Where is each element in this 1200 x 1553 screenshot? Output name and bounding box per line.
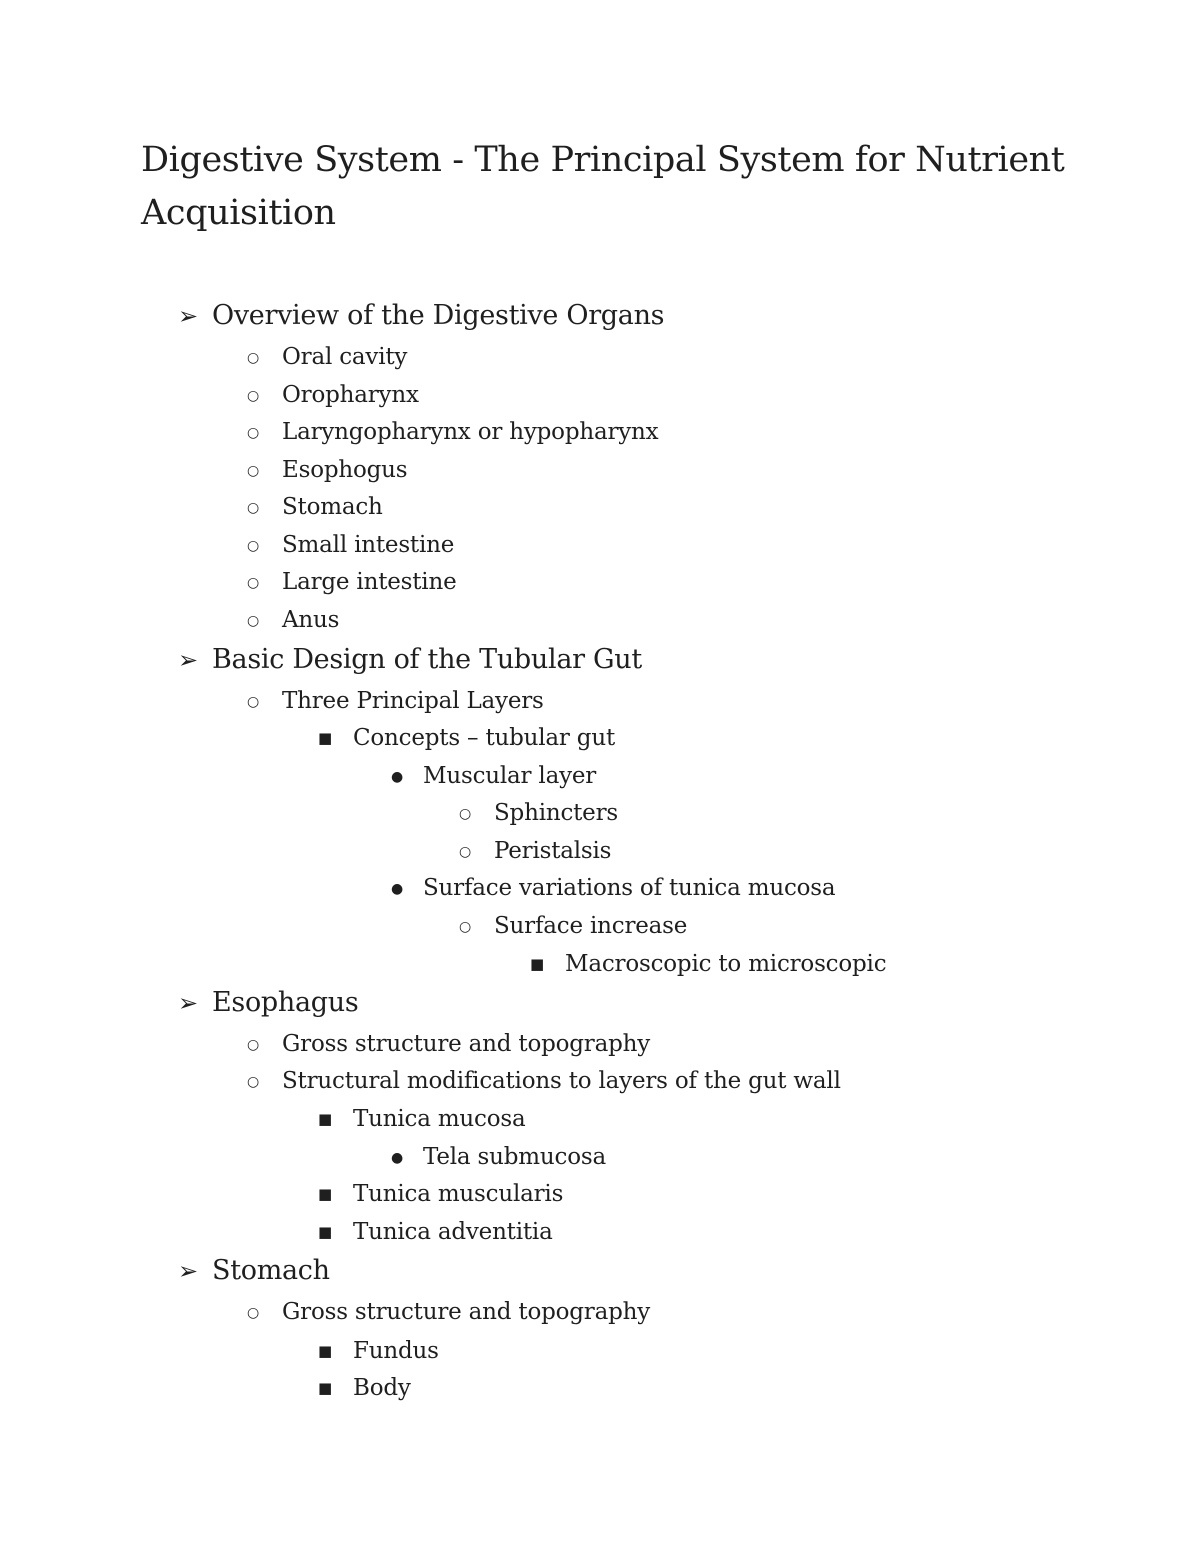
list-item-text: Tela submucosa xyxy=(423,1144,606,1170)
list-item-text: Concepts – tubular gut xyxy=(353,725,615,751)
list-item-text: Oral cavity xyxy=(282,344,408,370)
hollow-circle-bullet-icon: ○ xyxy=(247,694,260,710)
list-item xyxy=(318,1101,526,1137)
list-item-text: Macroscopic to microscopic xyxy=(565,951,887,977)
hollow-circle-bullet-icon: ○ xyxy=(247,1305,260,1321)
square-bullet-icon: ■ xyxy=(318,1342,332,1360)
list-item-text: Surface variations of tunica mucosa xyxy=(423,875,836,901)
list-item xyxy=(530,946,886,982)
list-item-text: Three Principal Layers xyxy=(282,688,544,714)
list-item-text: Anus xyxy=(282,607,340,633)
list-item xyxy=(247,683,544,719)
square-bullet-icon: ■ xyxy=(530,955,544,973)
list-item-text: Basic Design of the Tubular Gut xyxy=(212,644,642,675)
list-item xyxy=(459,833,611,869)
list-item xyxy=(318,1214,553,1250)
list-item xyxy=(247,527,454,563)
square-bullet-icon: ■ xyxy=(318,729,332,747)
list-item xyxy=(318,1333,439,1369)
list-item xyxy=(247,339,407,375)
list-item xyxy=(388,758,596,794)
arrow-bullet-icon: ➢ xyxy=(178,302,198,330)
list-item-text: Esophagus xyxy=(212,987,359,1018)
list-item xyxy=(247,1026,650,1062)
list-item-text: Esophogus xyxy=(282,457,408,483)
list-item-text: Overview of the Digestive Organs xyxy=(212,300,665,331)
list-item xyxy=(247,452,407,488)
list-item xyxy=(247,414,658,450)
hollow-circle-bullet-icon: ○ xyxy=(247,575,260,591)
list-item-text: Laryngopharynx or hypopharynx xyxy=(282,419,659,445)
arrow-bullet-icon: ➢ xyxy=(178,989,198,1017)
list-item xyxy=(318,1176,563,1212)
list-item-text: Fundus xyxy=(353,1338,439,1364)
disc-bullet-icon: ● xyxy=(391,881,404,897)
hollow-circle-bullet-icon: ○ xyxy=(247,500,260,516)
list-item xyxy=(388,870,835,906)
list-item-text: Peristalsis xyxy=(494,838,612,864)
section-heading xyxy=(178,298,664,334)
hollow-circle-bullet-icon: ○ xyxy=(247,350,260,366)
hollow-circle-bullet-icon: ○ xyxy=(459,919,472,935)
disc-bullet-icon: ● xyxy=(391,1150,404,1166)
list-item xyxy=(318,720,615,756)
list-item xyxy=(459,795,618,831)
list-item-text: Gross structure and topography xyxy=(282,1299,651,1325)
list-item-text: Oropharynx xyxy=(282,382,419,408)
hollow-circle-bullet-icon: ○ xyxy=(247,463,260,479)
section-heading xyxy=(178,1253,330,1289)
list-item xyxy=(247,602,339,638)
section-heading xyxy=(178,985,358,1021)
hollow-circle-bullet-icon: ○ xyxy=(247,388,260,404)
list-item-text: Structural modifications to layers of the gut wall xyxy=(282,1068,841,1094)
list-item xyxy=(247,1063,841,1099)
hollow-circle-bullet-icon: ○ xyxy=(247,425,260,441)
list-item xyxy=(247,377,419,413)
disc-bullet-icon: ● xyxy=(391,769,404,785)
list-item-text: Tunica mucosa xyxy=(353,1106,526,1132)
list-item xyxy=(247,489,383,525)
section-heading xyxy=(178,642,642,678)
hollow-circle-bullet-icon: ○ xyxy=(459,806,472,822)
list-item-text: Stomach xyxy=(212,1255,330,1286)
arrow-bullet-icon: ➢ xyxy=(178,646,198,674)
list-item-text: Sphincters xyxy=(494,800,618,826)
document-title: Digestive System - The Principal System for Nutrient Acquisition xyxy=(141,140,1065,233)
list-item-text: Small intestine xyxy=(282,532,455,558)
list-item-text: Tunica muscularis xyxy=(353,1181,564,1207)
hollow-circle-bullet-icon: ○ xyxy=(459,844,472,860)
list-item-text: Tunica adventitia xyxy=(353,1219,553,1245)
list-item-text: Large intestine xyxy=(282,569,457,595)
square-bullet-icon: ■ xyxy=(318,1110,332,1128)
hollow-circle-bullet-icon: ○ xyxy=(247,538,260,554)
list-item-text: Surface increase xyxy=(494,913,688,939)
list-item xyxy=(247,564,456,600)
list-item-text: Body xyxy=(353,1375,411,1401)
list-item xyxy=(388,1139,606,1175)
hollow-circle-bullet-icon: ○ xyxy=(247,613,260,629)
list-item-text: Muscular layer xyxy=(423,763,597,789)
list-item xyxy=(459,908,687,944)
square-bullet-icon: ■ xyxy=(318,1379,332,1397)
list-item-text: Stomach xyxy=(282,494,383,520)
arrow-bullet-icon: ➢ xyxy=(178,1257,198,1285)
square-bullet-icon: ■ xyxy=(318,1185,332,1203)
square-bullet-icon: ■ xyxy=(318,1223,332,1241)
list-item xyxy=(247,1294,650,1330)
hollow-circle-bullet-icon: ○ xyxy=(247,1037,260,1053)
list-item xyxy=(318,1370,411,1406)
list-item-text: Gross structure and topography xyxy=(282,1031,651,1057)
hollow-circle-bullet-icon: ○ xyxy=(247,1074,260,1090)
